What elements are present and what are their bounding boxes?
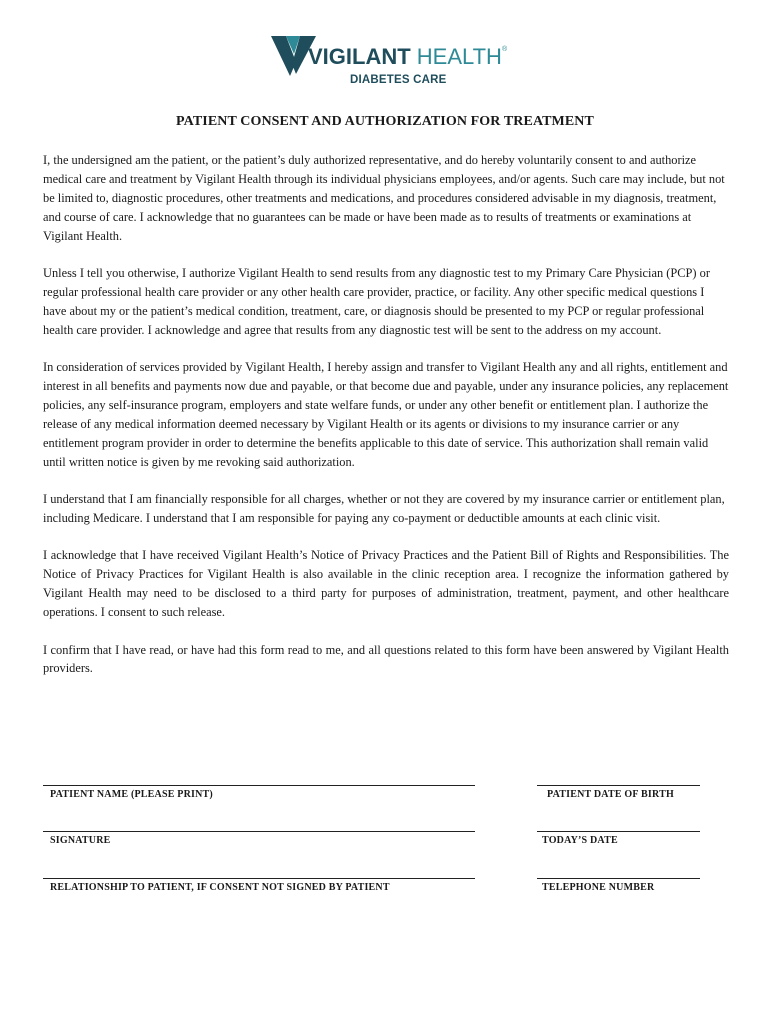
logo-wordmark: [308, 46, 507, 68]
relationship-field[interactable]: [43, 878, 475, 893]
document-title: PATIENT CONSENT AND AUTHORIZATION FOR TREATMENT: [176, 114, 594, 129]
telephone-label: TELEPHONE NUMBER: [542, 882, 655, 893]
paragraph-privacy-notice: I acknowledge that I have received Vigilant Health’s Notice of Privacy Practices and the Patient Bill of Rights and Responsibilities. The Notice of Privacy Practices for Vigilant Health is also available in the clinic reception area. I recognize the information gathered by Vigilant Health may need to be disclosed to a third party for purposes of administration, treatment, payment, and other healthcare operations. I consent to such release.: [43, 548, 729, 620]
paragraph-financial-responsibility: I understand that I am financially responsible for all charges, whether or not they are covered by my insurance carrier or entitlement plan, including Medicare. I understand that I am responsible for paying any co-payment or deductible amounts at each clinic visit.: [43, 492, 725, 525]
todays-date-label: TODAY’S DATE: [542, 835, 618, 846]
patient-dob-label: PATIENT DATE OF BIRTH: [547, 789, 674, 800]
signature-row-1: [0, 785, 770, 805]
signature-field[interactable]: [43, 831, 475, 846]
patient-name-label: PATIENT NAME (PLEASE PRINT): [50, 789, 213, 800]
paragraph-consent-to-treatment: I, the undersigned am the patient, or the patient’s duly authorized representative, and do hereby voluntarily consent to and authorize medical care and treatment by Vigilant Health through its individual physicians employees, and/or agents. Such care may include, but not be limited to, diagnostic procedures, other treatments and medications, and procedures considered advisable in my diagnosis, treatment, and course of care. I acknowledge that no guarantees can be made or have been made as to results of treatments or examinations at Vigilant Health.: [43, 153, 725, 243]
patient-name-field[interactable]: [43, 785, 475, 800]
paragraph-assignment-of-benefits: In consideration of services provided by Vigilant Health, I hereby assign and transfer to Vigilant Health any and all rights, entitlement and interest in all benefits and payments now due and payable, or that become due and payable, under any insurance policies, any replacement policies, any self-insurance program, employers and state welfare funds, or under any other benefit or entitlement plan. I authorize the release of any medical information deemed necessary by Vigilant Health or its agents or divisions to my insurance carrier or any entitlement program provider in order to determine the benefits applicable to this date of service. This authorization shall remain valid until written notice is given by me revoking said authorization.: [43, 360, 729, 469]
signature-label: SIGNATURE: [50, 835, 111, 846]
consent-body: [43, 151, 729, 697]
paragraph-confirmation: I confirm that I have read, or have had this form read to me, and all questions related to this form have been answered by Vigilant Health providers.: [43, 642, 729, 676]
logo-name-light: HEALTH: [410, 44, 502, 69]
todays-date-field[interactable]: [537, 831, 700, 846]
vigilant-health-logo: [270, 34, 510, 90]
logo-subtitle: DIABETES CARE: [350, 74, 447, 86]
telephone-field[interactable]: [537, 878, 700, 893]
relationship-label: RELATIONSHIP TO PATIENT, IF CONSENT NOT SIGNED BY PATIENT: [50, 882, 390, 893]
signature-row-2: [0, 831, 770, 851]
logo-registered-mark: ®: [501, 46, 508, 53]
signature-row-3: [0, 878, 770, 898]
paragraph-results-release: Unless I tell you otherwise, I authorize Vigilant Health to send results from any diagnostic test to my Primary Care Physician (PCP) or regular professional health care provider or any other health care provider, practice, or facility. Any other specific medical questions I have about my or the patient’s medical condition, treatment, care, or diagnosis should be presented to my PCP or regular professional health care provider. I acknowledge and agree that results from any diagnostic test will be sent to the address on my account.: [43, 266, 710, 337]
patient-dob-field[interactable]: [537, 785, 700, 800]
logo-name-bold: VIGILANT: [308, 44, 411, 69]
